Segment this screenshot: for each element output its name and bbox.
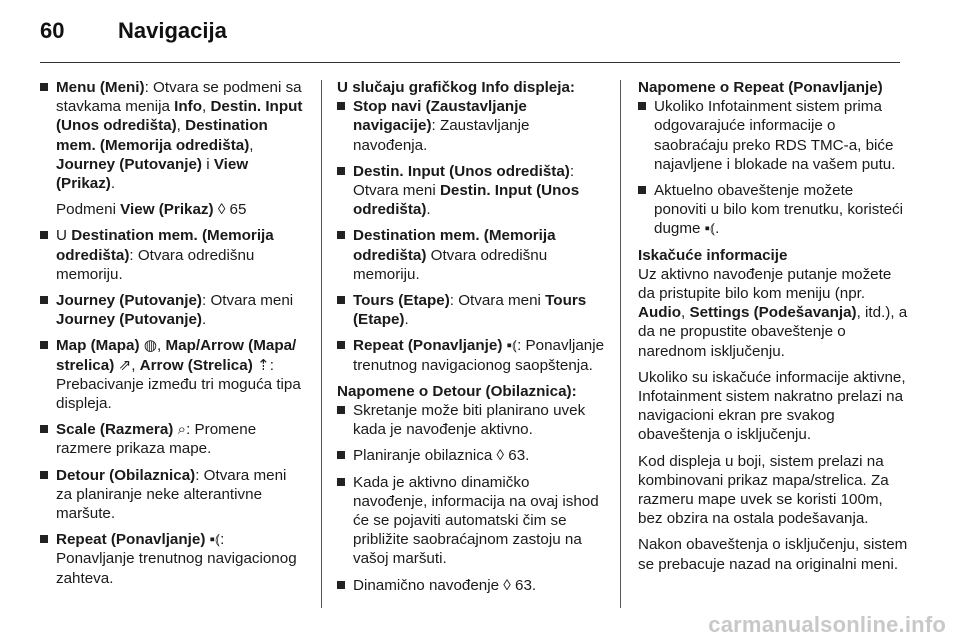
- text: .: [404, 311, 409, 329]
- term: Destination mem. (Memorija odredišta): [56, 117, 268, 154]
- term: Destin. Input (Unos odredišta): [56, 98, 303, 135]
- text: : Otvara meni za planiranje neke alterantivne maršute.: [56, 466, 287, 523]
- list-item: [337, 336, 605, 374]
- term: View (Prikaz): [56, 155, 249, 193]
- text: : Otvara se podmeni sa stavkama menija: [56, 79, 302, 116]
- column-middle: [337, 78, 605, 602]
- text: Ukoliko Infotainment sistem prima odgovarajuće informacije o saobraćaju preko RDS TMC-a, biće najavljene i blokade na vašem putu.: [654, 98, 896, 173]
- page-header: [40, 18, 227, 48]
- list-item: [337, 291, 605, 329]
- text: Otvara odredišnu memoriju.: [353, 246, 548, 283]
- text: Dinamično navođenje ◊ 63.: [353, 576, 537, 594]
- text: : Ponavljanje trenutnog navigacionog saopštenja.: [353, 337, 605, 374]
- bullet-icon: [337, 406, 345, 414]
- text: : Otvara meni: [353, 162, 575, 200]
- list-item: [337, 446, 605, 465]
- paragraph: [638, 265, 908, 361]
- bullet-icon: [337, 451, 345, 459]
- bullet-icon: [40, 296, 48, 304]
- term: Destin. Input (Unos odredišta): [353, 182, 580, 219]
- list-item: [337, 576, 605, 595]
- text: .: [110, 175, 116, 193]
- bullet-icon: [40, 83, 48, 91]
- term: Destination mem. (Memorija odredišta): [353, 227, 556, 264]
- text: .: [426, 201, 431, 219]
- text: : Zaustavljanje navođenja.: [353, 117, 530, 154]
- term: Destination mem. (Memorija odredišta): [56, 227, 274, 264]
- text: : Prebacivanje između tri moguća tipa displeja.: [56, 356, 301, 413]
- term: Journey (Putovanje): [56, 292, 202, 310]
- list-item: [40, 530, 305, 588]
- list-item: [337, 473, 605, 569]
- text: : Promene razmere prikaza mape.: [56, 421, 257, 458]
- text: Aktuelno obaveštenje možete ponoviti u bilo kom trenutku, koristeći dugme ▪⦅.: [654, 182, 904, 238]
- term: Info: [174, 98, 203, 116]
- term: Stop navi (Zaustavljanje navigacije): [353, 98, 527, 135]
- repeat-icon: ▪⦅: [502, 337, 518, 355]
- text: ,: [157, 337, 166, 355]
- text: ,: [202, 98, 211, 116]
- text: ,: [681, 304, 690, 322]
- term: Menu (Meni): [56, 79, 145, 96]
- text: Podmeni: [56, 201, 121, 219]
- term: Settings (Podešavanja): [689, 304, 857, 322]
- term: Tours (Etape): [353, 292, 450, 310]
- bullet-icon: [337, 341, 345, 349]
- column-divider: [620, 80, 621, 608]
- term: Audio: [638, 304, 682, 322]
- text: : Otvara meni: [449, 292, 546, 310]
- bullet-icon: [337, 296, 345, 304]
- term: Scale (Razmera): [56, 421, 174, 439]
- list-item: [40, 466, 305, 524]
- term: Destin. Input (Unos odredišta): [353, 162, 570, 180]
- list-item: [40, 78, 305, 193]
- bullet-icon: [337, 167, 345, 175]
- column-right: [638, 78, 908, 581]
- list-item: [337, 162, 605, 220]
- text: Uz aktivno navođenje putanje možete da pristupite bilo kom meniju (npr.: [638, 265, 892, 303]
- list-item: [40, 291, 305, 329]
- page-title: Navigacija: [118, 18, 227, 43]
- column-left: [40, 78, 305, 595]
- list-item: [337, 97, 605, 155]
- sub-paragraph: [40, 200, 305, 219]
- list-item: [337, 401, 605, 439]
- bullet-icon: [40, 231, 48, 239]
- text: ,: [176, 117, 186, 135]
- text: : Ponavljanje trenutnog navigacionog zahteva.: [56, 531, 297, 587]
- term: Tours (Etape): [353, 292, 587, 329]
- bullet-icon: [40, 471, 48, 479]
- text: : Otvara odredišnu memoriju.: [56, 246, 255, 283]
- list-item: [638, 97, 908, 174]
- list-item: [40, 420, 305, 458]
- section-heading: Napomene o Repeat (Ponavljanje): [638, 79, 883, 96]
- text: : Otvara meni: [202, 292, 294, 310]
- term: Repeat (Ponavljanje): [353, 337, 503, 355]
- term: Journey (Putovanje): [56, 311, 202, 329]
- bullet-icon: [337, 581, 345, 589]
- bullet-icon: [638, 186, 646, 194]
- text: ,: [249, 136, 254, 154]
- term: Map/Arrow (Mapa/ strelica): [56, 337, 297, 374]
- term: Arrow (Strelica): [139, 356, 253, 374]
- bullet-icon: [40, 535, 48, 543]
- list-item: [40, 336, 305, 413]
- term: View (Prikaz): [120, 201, 214, 219]
- bullet-icon: [40, 425, 48, 433]
- map-icon: ◍: [139, 337, 158, 355]
- list-item: [337, 226, 605, 284]
- bullet-icon: [337, 102, 345, 110]
- term: Journey (Putovanje): [56, 155, 202, 173]
- bullet-icon: [40, 341, 48, 349]
- scale-icon: ⌕: [173, 421, 187, 439]
- section-heading: Iskačuće informacije: [638, 246, 788, 264]
- text: .: [202, 311, 207, 329]
- bullet-icon: [638, 102, 646, 110]
- term: Repeat (Ponavljanje): [56, 531, 206, 549]
- text: ,: [131, 356, 140, 374]
- text: , itd.), a da ne propustite obaveštenje o narednom isključenju.: [638, 304, 908, 360]
- header-rule: [40, 62, 900, 63]
- paragraph: Nakon obaveštenja o isključenju, sistem se prebacuje nazad na originalni meni.: [638, 536, 908, 573]
- section-heading: Napomene o Detour (Obilaznica):: [337, 382, 577, 400]
- page-number: 60: [40, 18, 65, 43]
- text: Skretanje može biti planirano uvek kada je navođenje aktivno.: [353, 402, 586, 439]
- list-item: [40, 226, 305, 284]
- section-heading: U slučaju grafičkog Info displeja:: [337, 79, 575, 96]
- page-reference: ◊ 65: [213, 201, 247, 219]
- text: Kada je aktivno dinamičko navođenje, informacija na ovaj ishod će se pojaviti automatski čim se približite saobraćajnom zastoju na vašoj maršuti.: [353, 473, 599, 568]
- list-item: [638, 181, 908, 239]
- bullet-icon: [337, 478, 345, 486]
- column-divider: [321, 80, 322, 608]
- watermark: carmanualsonline.info: [708, 612, 946, 637]
- repeat-icon: ▪⦅: [205, 531, 221, 549]
- map-arrow-icon: ⇗: [114, 356, 132, 374]
- term: Detour (Obilaznica): [56, 466, 196, 484]
- paragraph: Kod displeja u boji, sistem prelazi na kombinovani prikaz mapa/strelica. Za razmeru mape uvek se koristi 100m, bez obzira na ostala podešavanja.: [638, 452, 889, 528]
- text: Planiranje obilaznica ◊ 63.: [353, 447, 530, 465]
- bullet-icon: [337, 231, 345, 239]
- term: Map (Mapa): [56, 337, 140, 355]
- paragraph: Ukoliko su iskačuće informacije aktivne, Infotainment sistem nakratno prelazi na navigacioni ekran pre svakog obaveštenja o isključenju.: [638, 368, 906, 444]
- arrow-icon: ⇡: [252, 356, 270, 374]
- text: U: [56, 227, 72, 245]
- text: i: [202, 155, 214, 173]
